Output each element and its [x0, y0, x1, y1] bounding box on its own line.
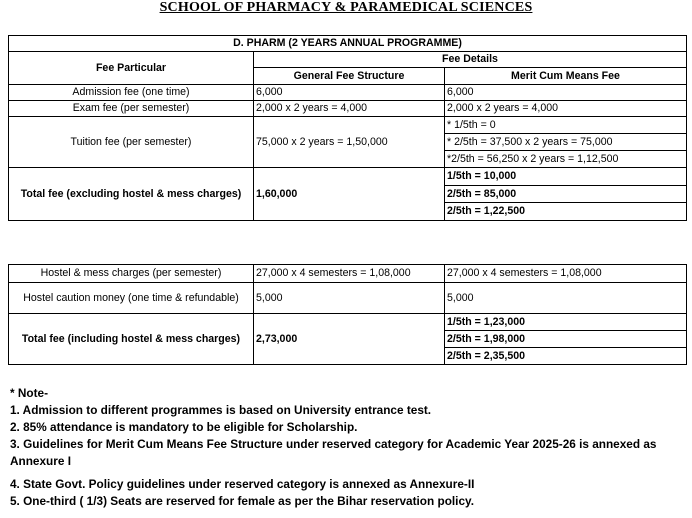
- total-excl-hostel-label: Total fee (excluding hostel & mess charges): [9, 168, 254, 221]
- total-excl-hostel-general: 1,60,000: [254, 168, 445, 221]
- admission-fee-label: Admission fee (one time): [9, 85, 254, 101]
- note-item: Annexure I: [10, 454, 71, 468]
- total-incl-hostel-merit-1: 1/5th = 1,23,000: [445, 314, 687, 331]
- table-row: [9, 283, 687, 314]
- table-row: [9, 85, 687, 101]
- table-row: [9, 168, 687, 186]
- total-incl-hostel-merit-2: 2/5th = 1,98,000: [445, 331, 687, 348]
- exam-fee-general: 2,000 x 2 years = 4,000: [254, 101, 445, 117]
- tuition-fee-merit-1: * 1/5th = 0: [445, 117, 687, 134]
- fee-table-dpharm: [8, 35, 687, 221]
- programme-title: D. PHARM (2 YEARS ANNUAL PROGRAMME): [9, 36, 687, 52]
- total-incl-hostel-label: Total fee (including hostel & mess charges): [9, 314, 254, 365]
- header-fee-particular: Fee Particular: [9, 52, 254, 85]
- total-incl-hostel-merit-3: 2/5th = 2,35,500: [445, 348, 687, 365]
- notes-title: * Note-: [10, 386, 49, 400]
- header-fee-details: Fee Details: [254, 52, 687, 68]
- table-row: [9, 314, 687, 331]
- total-incl-hostel-general: 2,73,000: [254, 314, 445, 365]
- page-heading: SCHOOL OF PHARMACY & PARAMEDICAL SCIENCES: [159, 0, 533, 15]
- admission-fee-general: 6,000: [254, 85, 445, 101]
- hostel-fee-table: [8, 264, 687, 365]
- table-row: [9, 265, 687, 283]
- note-item: 2. 85% attendance is mandatory to be eligible for Scholarship.: [10, 420, 358, 434]
- exam-fee-merit: 2,000 x 2 years = 4,000: [445, 101, 687, 117]
- note-item: 5. One-third ( 1/3) Seats are reserved for female as per the Bihar reservation policy.: [10, 494, 474, 508]
- total-excl-hostel-merit-1: 1/5th = 10,000: [445, 168, 687, 186]
- tuition-fee-label: Tuition fee (per semester): [9, 117, 254, 168]
- note-item: 3. Guidelines for Merit Cum Means Fee Structure under reserved category for Academic Year 2025-26 is annexed as: [10, 437, 657, 451]
- caution-money-general: 5,000: [254, 283, 445, 314]
- header-general-fee: General Fee Structure: [254, 68, 445, 85]
- note-item: 4. State Govt. Policy guidelines under reserved category is annexed as Annexure-II: [10, 477, 475, 491]
- hostel-charges-general: 27,000 x 4 semesters = 1,08,000: [254, 265, 445, 283]
- hostel-charges-merit: 27,000 x 4 semesters = 1,08,000: [445, 265, 687, 283]
- header-merit-fee: Merit Cum Means Fee: [445, 68, 687, 85]
- total-excl-hostel-merit-2: 2/5th = 85,000: [445, 186, 687, 203]
- caution-money-merit: 5,000: [445, 283, 687, 314]
- admission-fee-merit: 6,000: [445, 85, 687, 101]
- exam-fee-label: Exam fee (per semester): [9, 101, 254, 117]
- caution-money-label: Hostel caution money (one time & refundable): [9, 283, 254, 314]
- hostel-charges-label: Hostel & mess charges (per semester): [9, 265, 254, 283]
- notes-section: [10, 385, 686, 510]
- tuition-fee-merit-2: * 2/5th = 37,500 x 2 years = 75,000: [445, 134, 687, 151]
- total-excl-hostel-merit-3: 2/5th = 1,22,500: [445, 203, 687, 221]
- tuition-fee-merit-3: *2/5th = 56,250 x 2 years = 1,12,500: [445, 151, 687, 168]
- table-row: [9, 101, 687, 117]
- table-row: [9, 117, 687, 134]
- note-item: 1. Admission to different programmes is based on University entrance test.: [10, 403, 432, 417]
- tuition-fee-general: 75,000 x 2 years = 1,50,000: [254, 117, 445, 168]
